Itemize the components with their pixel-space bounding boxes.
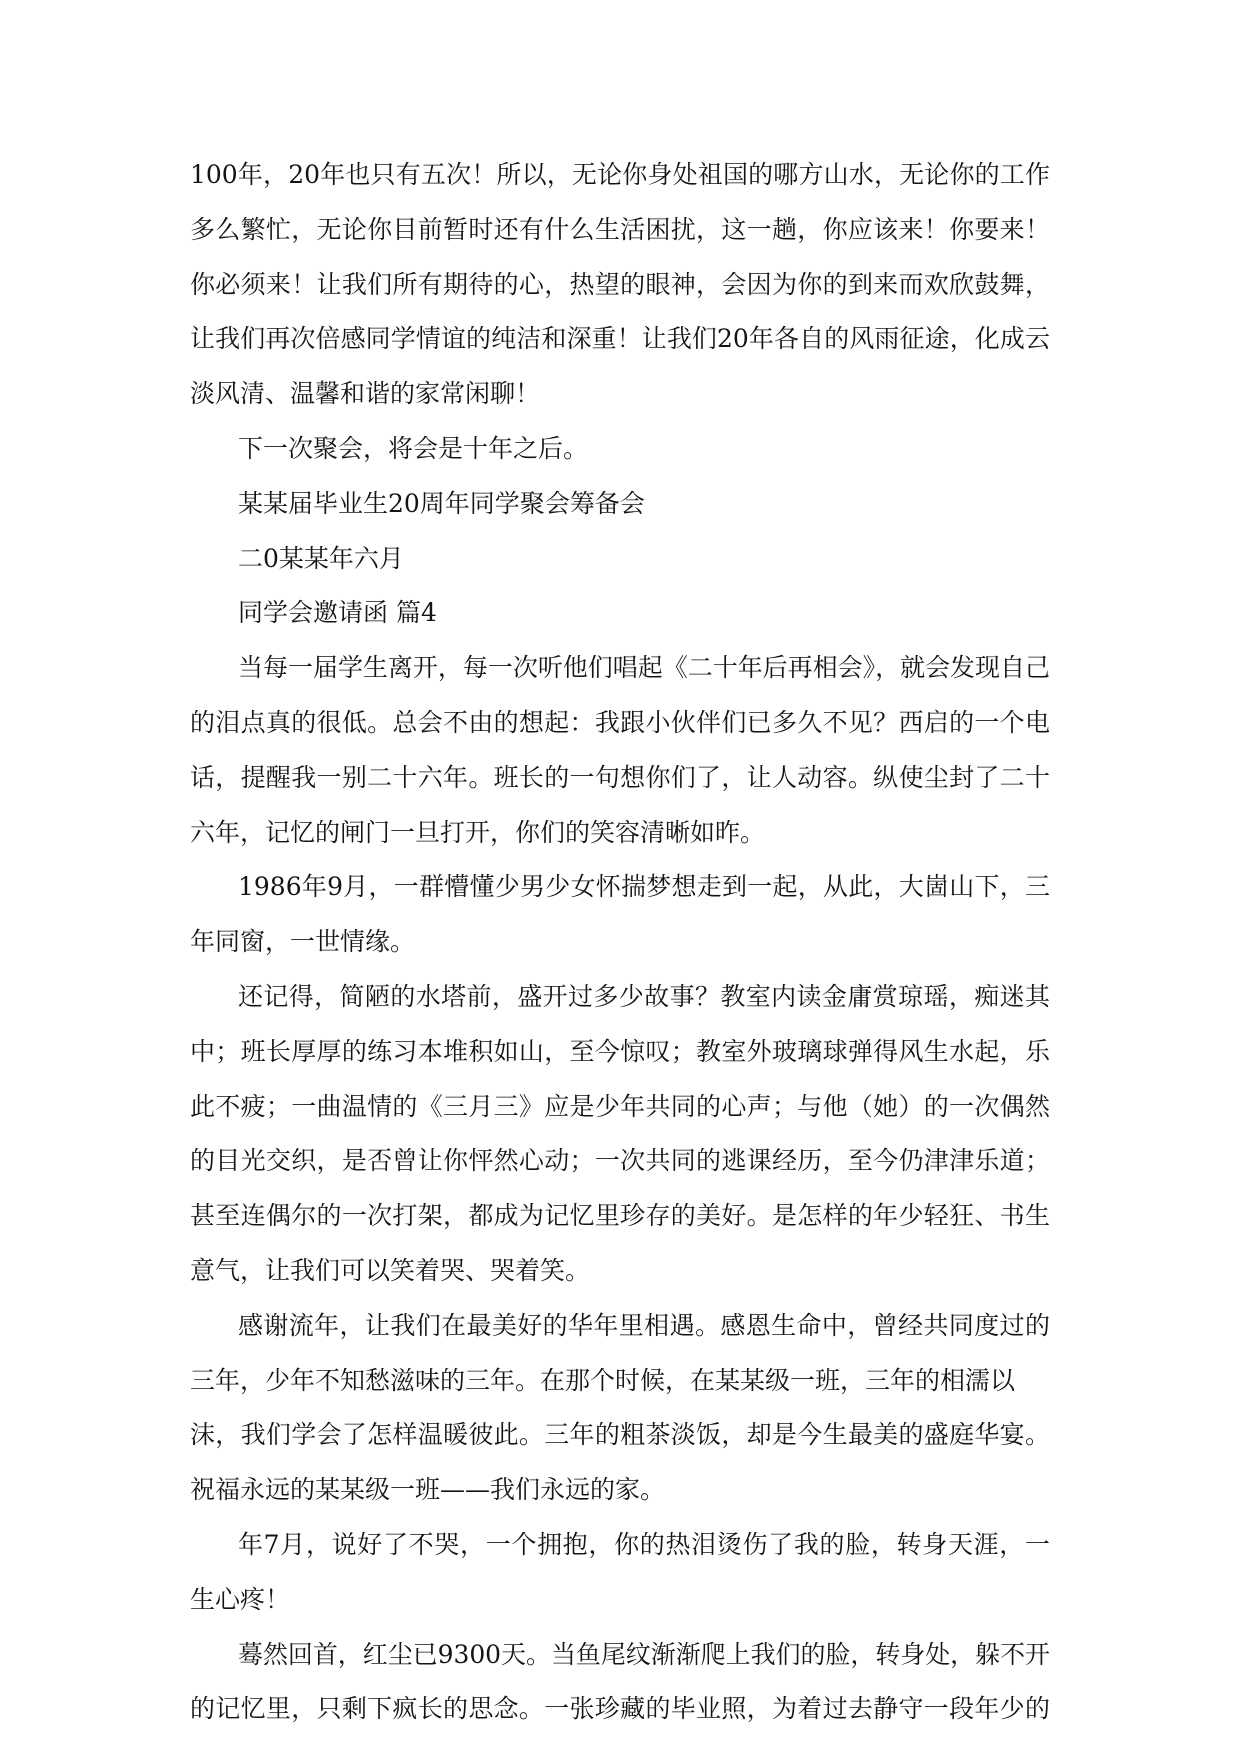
text-line: 的目光交织，是否曾让你怦然心动；一次共同的逃课经历，至今仍津津乐道；: [190, 1146, 1050, 1176]
text-line: 生心疼！: [190, 1584, 291, 1614]
text-line: 感谢流年，让我们在最美好的华年里相遇。感恩生命中，曾经共同度过的: [238, 1310, 1050, 1340]
text-line: 让我们再次倍感同学情谊的纯洁和深重！让我们20年各自的风雨征途，化成云: [190, 324, 1050, 354]
date-line: 二0某某年六月: [238, 543, 404, 573]
text-line: 100年，20年也只有五次！所以，无论你身处祖国的哪方山水，无论你的工作: [190, 160, 1050, 189]
text-line: 六年，记忆的闸门一旦打开，你们的笑容清晰如昨。: [190, 817, 766, 847]
signature-line: 某某届毕业生20周年同学聚会筹备会: [238, 488, 645, 518]
text-line: 年同窗，一世情缘。: [190, 927, 416, 957]
section-heading: 同学会邀请函 篇4: [238, 598, 437, 628]
text-line: 此不疲；一曲温情的《三月三》应是少年共同的心声；与他（她）的一次偶然: [190, 1091, 1050, 1121]
text-line: 沫，我们学会了怎样温暖彼此。三年的粗茶淡饭，却是今生最美的盛庭华宴。: [190, 1420, 1050, 1450]
text-line: 意气，让我们可以笑着哭、哭着笑。: [190, 1255, 591, 1285]
text-line: 三年，少年不知愁滋味的三年。在那个时候，在某某级一班，三年的相濡以: [190, 1365, 1016, 1395]
text-line: 的记忆里，只剩下疯长的思念。一张珍藏的毕业照，为着过去静守一段年少的: [190, 1694, 1050, 1724]
text-line: 多么繁忙，无论你目前暂时还有什么生活困扰，这一趟，你应该来！你要来！: [190, 214, 1050, 244]
text-line: 淡风清、温馨和谐的家常闲聊！: [190, 379, 541, 409]
text-line: 当每一届学生离开，每一次听他们唱起《二十年后再相会》，就会发现自己: [238, 653, 1050, 683]
text-line: 你必须来！让我们所有期待的心，热望的眼神，会因为你的到来而欢欣鼓舞，: [190, 269, 1050, 299]
text-line: 1986年9月，一群懵懂少男少女怀揣梦想走到一起，从此，大崮山下，三: [238, 872, 1050, 902]
text-line: 祝福永远的某某级一班——我们永远的家。: [190, 1475, 666, 1505]
text-line: 话，提醒我一别二十六年。班长的一句想你们了，让人动容。纵使尘封了二十: [190, 762, 1050, 792]
text-line: 的泪点真的很低。总会不由的想起：我跟小伙伴们已多久不见？西启的一个电: [190, 707, 1050, 737]
text-line: 甚至连偶尔的一次打架，都成为记忆里珍存的美好。是怎样的年少轻狂、书生: [190, 1201, 1050, 1231]
text-line: 年7月，说好了不哭，一个拥抱，你的热泪烫伤了我的脸，转身天涯，一: [238, 1529, 1050, 1559]
text-line: 中；班长厚厚的练习本堆积如山，至今惊叹；教室外玻璃球弹得风生水起，乐: [190, 1036, 1050, 1066]
text-line: 还记得，简陋的水塔前，盛开过多少故事？教室内读金庸赏琼瑶，痴迷其: [238, 981, 1050, 1011]
text-line: 蓦然回首，红尘已9300天。当鱼尾纹渐渐爬上我们的脸，转身处，躲不开: [238, 1639, 1050, 1669]
document-body: [190, 148, 1050, 1737]
text-line: 下一次聚会，将会是十年之后。: [238, 433, 589, 463]
